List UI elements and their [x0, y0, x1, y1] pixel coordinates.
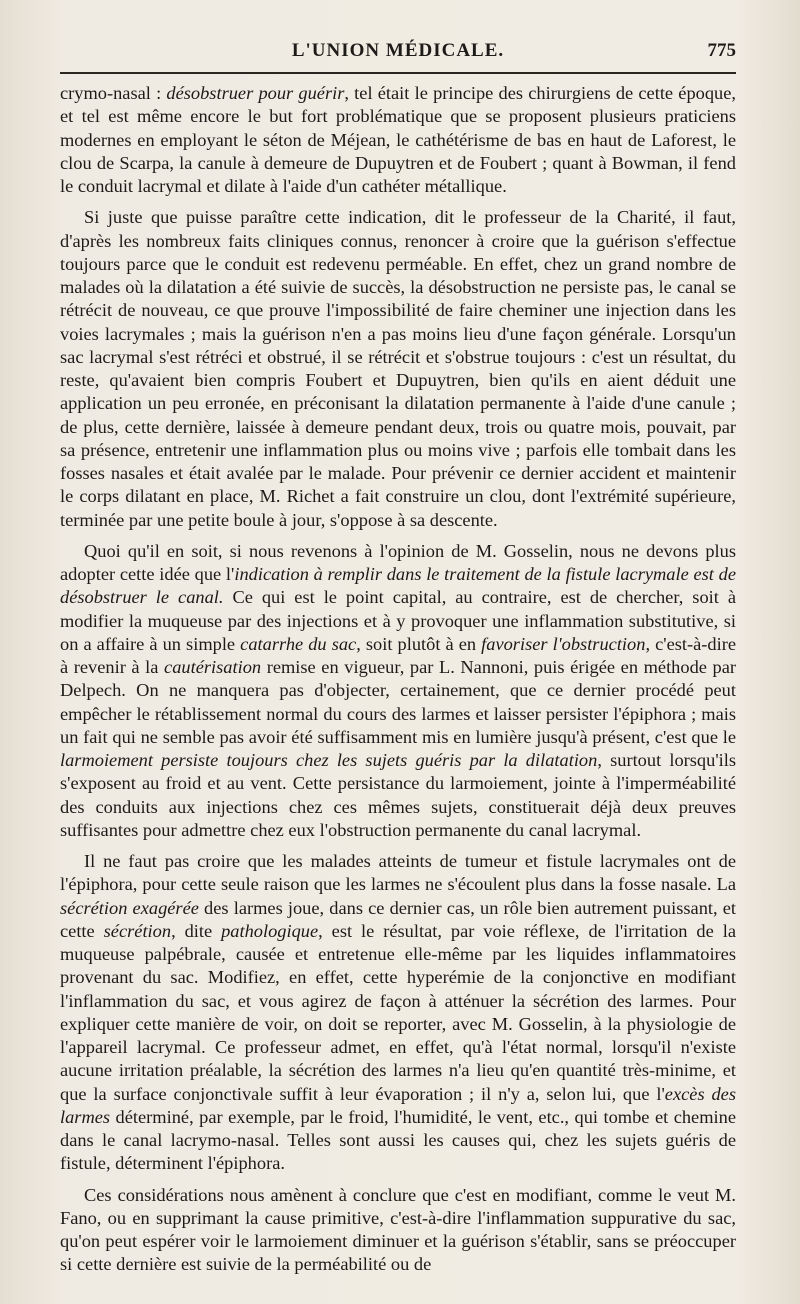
- paragraph-3: [60, 540, 736, 842]
- italic-phrase: désobstruer pour guérir: [166, 83, 345, 103]
- paragraph-text: Ces considérations nous amènent à conclure que c'est en modifiant, comme le veut M. Fano, ou en supprimant la cause primitive, c'est-à-dire l'inflammation suppurative du sac, qu'on peut espérer voir le larmoiement diminuer et la guérison s'établir, sans se préoccuper si cette dernière est suivie de la perméabilité ou de: [60, 1184, 736, 1275]
- italic-phrase: sécrétion: [103, 920, 172, 941]
- italic-phrase: indication à remplir dans le traitement de la fistule lacrymale est de désobstruer le canal.: [60, 564, 736, 608]
- italic-phrase: favoriser l'obstruction: [481, 633, 646, 654]
- italic-phrase: pathologique: [221, 920, 319, 941]
- paragraph-text: Ce qui est le point capital, au contraire, est de chercher, soit à modifier la muqueuse par des injections et à y provoquer une inflammation substitutive, si on a affaire à un simple: [60, 587, 736, 654]
- paragraph-text: Il ne faut pas croire que les malades atteints de tumeur et fistule lacrymales ont de l'épiphora, pour cette seule raison que les larmes ne s'écoulent plus dans la fosse nasale. La: [60, 851, 736, 895]
- paragraph-text: , est le résultat, par voie réflexe, de l'irritation de la muqueuse palpébrale, causée et entretenue elle-même par les liquides inflammatoires provenant du sac. Modifiez, en effet, cette hyperémie de la conjonctive en modifiant l'inflammation du sac, et vous agirez de façon à atténuer la sécrétion des larmes. Pour expliquer cette manière de voir, on doit se reporter, avec M. Gosselin, à la physiologie de l'appareil lacrymal. Ce professeur admet, en effet, qu'à l'état normal, lorsqu'il n'existe aucune irritation préalable, la sécrétion des larmes n'a lieu qu'en quantité très-minime, et que la surface conjonctivale suffit à leur évaporation ; il n'y a, selon lui, que l': [60, 920, 736, 1104]
- page-number: 775: [707, 40, 736, 61]
- paragraph-1: [60, 82, 736, 198]
- italic-phrase: catarrhe du sac: [240, 633, 357, 654]
- header-rule: [60, 72, 736, 74]
- page-header: [60, 40, 736, 70]
- italic-phrase: larmoiement persiste toujours chez les sujets guéris par la dilatation: [60, 750, 598, 770]
- italic-phrase: excès des larmes: [60, 1083, 736, 1127]
- paragraph-4: [60, 850, 736, 1176]
- paragraph-text: des larmes joue, dans ce dernier cas, un rôle bien autrement puissant, et cette: [60, 897, 737, 941]
- paragraph-5: [60, 1184, 736, 1277]
- paragraph-text: , c'est-à-dire à revenir à la: [60, 633, 737, 677]
- running-head: L'UNION MÉDICALE.: [291, 40, 505, 61]
- paragraph-text: , dite: [171, 920, 222, 941]
- paragraph-text: , surtout lorsqu'ils s'exposent au froid et au vent. Cette persistance du larmoiement, jointe à l'imperméabilité des conduits aux injections chez ces mêmes sujets, constituerait déjà deux preuves suffisantes pour admettre chez eux l'obstruction permanente du canal lacrymal.: [60, 750, 737, 840]
- paragraph-text: , tel était le principe des chirurgiens de cette époque, et tel est même encore le but fort problématique que se proposent plusieurs praticiens modernes en employant le séton de Méjean, le cathétérisme de bas en haut de Laforest, le clou de Scarpa, la canule à demeure de Dupuytren et de Foubert ; quant à Bowman, il fend le conduit lacrymal et dilate à l'aide d'un cathéter métallique.: [60, 83, 736, 196]
- italic-phrase: sécrétion exagérée: [60, 897, 199, 918]
- paragraph-text: remise en vigueur, par L. Nannoni, puis érigée en méthode par Delpech. On ne manquera pas d'objecter, certainement, que ce dernier procédé peut empêcher le rétablissement normal du cours des larmes et laisser persister l'épiphora ; mais un fait qui ne semble pas avoir été suffisamment mis en lumière jusqu'à présent, c'est que le: [60, 657, 737, 747]
- paragraph-text: déterminé, par exemple, par le froid, l'humidité, le vent, etc., qui tombe et chemine dans le canal lacrymo-nasal. Telles sont aussi les causes qui, chez les sujets guéris de fistule, déterminent l'épiphora.: [60, 1106, 736, 1174]
- paragraph-2: [60, 206, 736, 532]
- paragraph-text: Si juste que puisse paraître cette indication, dit le professeur de la Charité, il faut, d'après les nombreux faits cliniques connus, renoncer à croire que la guérison s'effectue toujours parce que le conduit est redevenu perméable. En effet, chez un grand nombre de malades où la dilatation a été suivie de succès, la désobstruction ne persiste pas, le canal se rétrécit de nouveau, ce que prouve l'impossibilité de faire cheminer une injection dans les voies lacrymales ; mais la guérison n'en a pas moins lieu d'une façon générale. Lorsqu'un sac lacrymal s'est rétréci et obstrué, il se rétrécit et s'obstrue toujours : c'est un résultat, du reste, qu'avaient bien compris Foubert et Dupuytren, bien qu'ils en aient déduit une application un peu erronée, en préconisant la dilatation permanente à l'aide d'une canule ; de plus, cette dernière, laissée à demeure pendant deux, trois ou quatre mois, pouvait, par sa présence, entretenir une inflammation plus ou moins vive ; parfois elle tombait dans les fosses nasales et était avalée par le malade. Pour prévenir ce dernier accident et maintenir le corps dilatant en place, M. Richet a fait construire un clou, dont l'extrémité supérieure, terminée par une petite boule à jour, s'oppose à sa descente.: [60, 207, 736, 530]
- italic-phrase: cautérisation: [164, 657, 262, 677]
- paragraph-text: , soit plutôt à en: [356, 633, 482, 654]
- article-body: [60, 82, 736, 1285]
- paragraph-text: Quoi qu'il en soit, si nous revenons à l'opinion de M. Gosselin, nous ne devons plus adopter cette idée que l': [60, 540, 736, 584]
- paragraph-text: crymo-nasal :: [60, 83, 167, 103]
